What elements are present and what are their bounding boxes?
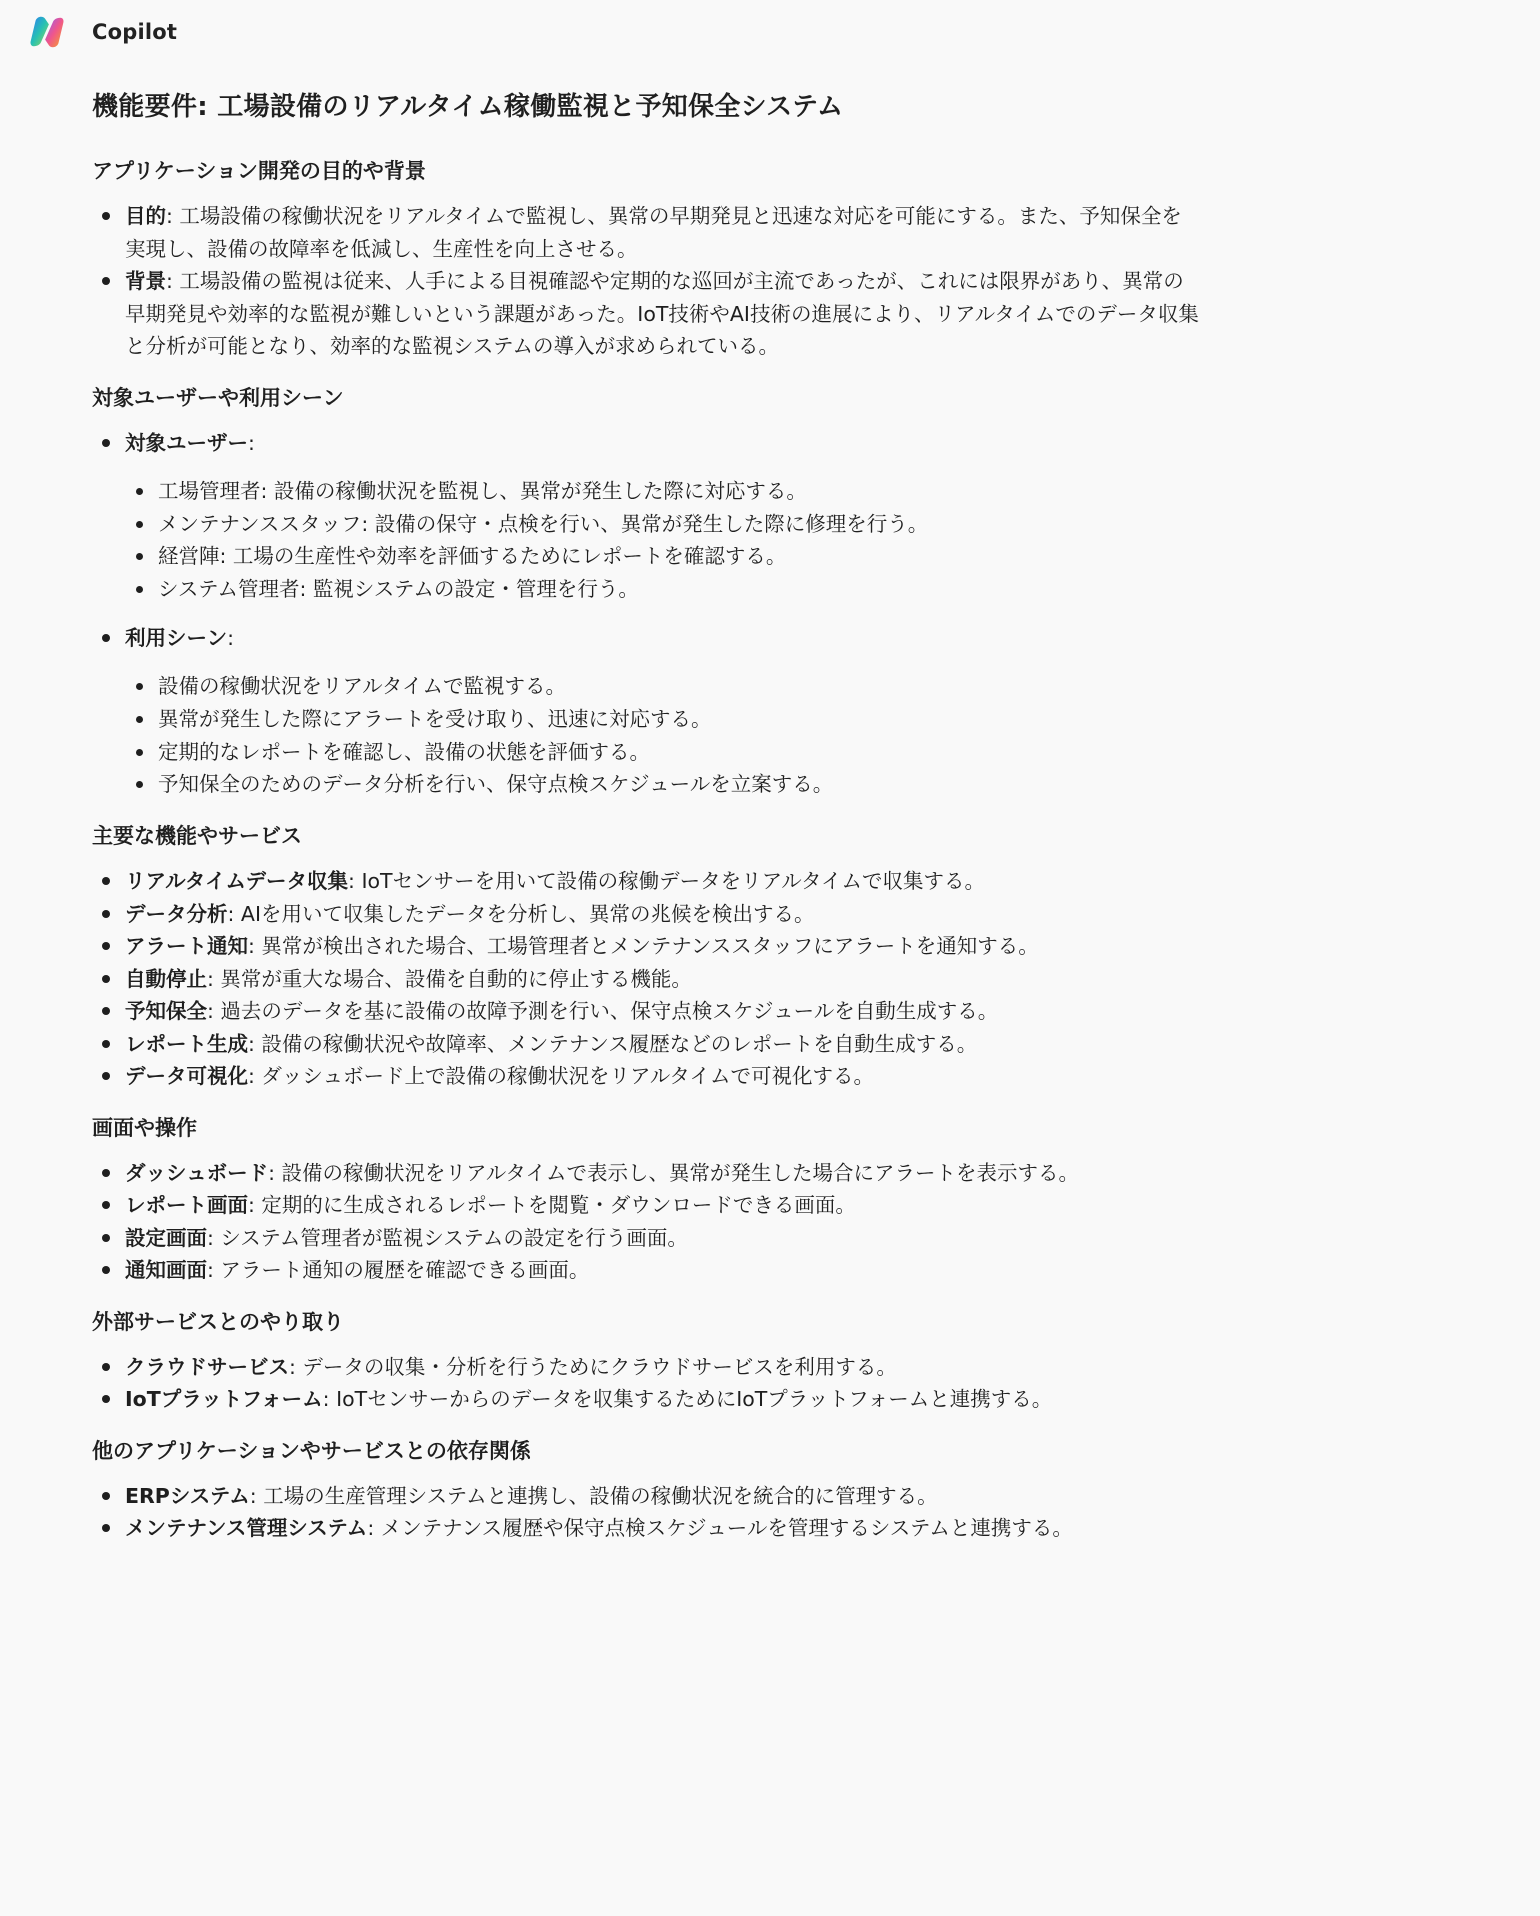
item-text: : 工場の生産管理システムと連携し、設備の稼働状況を統合的に管理する。 bbox=[249, 1483, 938, 1508]
list-item bbox=[92, 963, 1202, 996]
list-item bbox=[92, 1383, 1202, 1416]
item-text: : 過去のデータを基に設備の故障予測を行い、保守点検スケジュールを自動生成する。 bbox=[207, 999, 999, 1024]
item-term: 目的 bbox=[125, 204, 166, 228]
item-term: リアルタイムデータ収集 bbox=[125, 869, 349, 894]
section-heading: 対象ユーザーや利用シーン bbox=[92, 385, 344, 410]
list-item bbox=[92, 930, 1202, 963]
item-text: : bbox=[227, 625, 235, 650]
item-term: 自動停止 bbox=[125, 966, 207, 991]
sub-list-item: 工場管理者: 設備の稼働状況を監視し、異常が発生した際に対応する。 bbox=[125, 475, 1202, 508]
copilot-logo-icon bbox=[28, 13, 66, 51]
bullet-list bbox=[92, 865, 1202, 1093]
item-term: データ分析 bbox=[125, 901, 228, 926]
item-text: : 工場設備の監視は従来、人手による目視確認や定期的な巡回が主流であったが、これには限界があり、異常の早期発見や効率的な監視が難しいという課題があった。IoT技術やAI技術の進展により、リアルタイムでのデータ収集と分析が可能となり、効率的な監視システムの導入が求められている。 bbox=[125, 269, 1199, 358]
app-name: Copilot bbox=[92, 20, 178, 44]
item-term: 利用シーン bbox=[125, 625, 228, 650]
app-header bbox=[0, 0, 1260, 64]
item-term: 予知保全 bbox=[125, 999, 207, 1024]
item-text: : IoTセンサーを用いて設備の稼働データをリアルタイムで収集する。 bbox=[348, 869, 986, 894]
sub-list-item: 経営陣: 工場の生産性や効率を評価するためにレポートを確認する。 bbox=[125, 540, 1202, 573]
section-heading: 外部サービスとのやり取り bbox=[92, 1309, 344, 1334]
list-item bbox=[92, 1157, 1202, 1190]
item-term: データ可視化 bbox=[125, 1064, 248, 1089]
sub-bullet-list bbox=[125, 670, 1202, 801]
list-item bbox=[92, 865, 1202, 898]
sub-bullet-list bbox=[125, 475, 1202, 606]
response-content bbox=[92, 88, 1202, 1565]
item-term: 設定画面 bbox=[125, 1225, 207, 1250]
sub-list-item: メンテナンススタッフ: 設備の保守・点検を行い、異常が発生した際に修理を行う。 bbox=[125, 508, 1202, 541]
item-text: : データの収集・分析を行うためにクラウドサービスを利用する。 bbox=[289, 1354, 897, 1379]
item-text: : メンテナンス履歴や保守点検スケジュールを管理するシステムと連携する。 bbox=[367, 1516, 1073, 1541]
item-text: : bbox=[248, 430, 255, 455]
item-text: : システム管理者が監視システムの設定を行う画面。 bbox=[207, 1225, 688, 1250]
list-item bbox=[92, 1480, 1202, 1513]
item-term: レポート生成 bbox=[125, 1031, 248, 1056]
bullet-list bbox=[92, 1157, 1202, 1287]
bullet-list bbox=[92, 1351, 1202, 1416]
list-item bbox=[92, 1028, 1202, 1061]
list-item bbox=[92, 427, 1202, 606]
list-item bbox=[92, 265, 1202, 363]
bullet-list bbox=[92, 200, 1202, 363]
item-term: クラウドサービス bbox=[125, 1354, 289, 1379]
item-text: : ダッシュボード上で設備の稼働状況をリアルタイムで可視化する。 bbox=[248, 1064, 874, 1089]
bullet-list bbox=[92, 427, 1202, 802]
section-heading: 主要な機能やサービス bbox=[92, 824, 302, 849]
item-term: IoTプラットフォーム bbox=[125, 1387, 323, 1412]
bullet-list bbox=[92, 1480, 1202, 1545]
list-item bbox=[92, 200, 1202, 265]
item-text: : AIを用いて収集したデータを分析し、異常の兆候を検出する。 bbox=[227, 901, 815, 926]
list-item bbox=[92, 1512, 1202, 1545]
item-term: アラート通知 bbox=[125, 934, 248, 959]
section-heading: 他のアプリケーションやサービスとの依存関係 bbox=[92, 1438, 531, 1463]
sub-list-item: 設備の稼働状況をリアルタイムで監視する。 bbox=[125, 670, 1202, 703]
item-text: : アラート通知の履歴を確認できる画面。 bbox=[207, 1258, 590, 1283]
item-term: メンテナンス管理システム bbox=[125, 1516, 368, 1541]
item-text: : 設備の稼働状況や故障率、メンテナンス履歴などのレポートを自動生成する。 bbox=[248, 1031, 978, 1056]
item-term: ダッシュボード bbox=[125, 1160, 269, 1185]
item-text: : 工場設備の稼働状況をリアルタイムで監視し、異常の早期発見と迅速な対応を可能にする。また、予知保全を実現し、設備の故障率を低減し、生産性を向上させる。 bbox=[125, 204, 1182, 261]
document-title: 機能要件: 工場設備のリアルタイム稼働監視と予知保全システム bbox=[92, 92, 844, 122]
item-term: 背景 bbox=[125, 269, 166, 293]
list-item bbox=[92, 1254, 1202, 1287]
item-text: : 定期的に生成されるレポートを閲覧・ダウンロードできる画面。 bbox=[248, 1193, 856, 1218]
list-item bbox=[92, 1189, 1202, 1222]
item-text: : IoTセンサーからのデータを収集するためにIoTプラットフォームと連携する。 bbox=[322, 1387, 1053, 1412]
list-item bbox=[92, 1060, 1202, 1093]
section-heading: アプリケーション開発の目的や背景 bbox=[92, 159, 426, 183]
list-item bbox=[92, 1351, 1202, 1384]
item-text: : 異常が重大な場合、設備を自動的に停止する機能。 bbox=[207, 966, 692, 991]
item-text: : 設備の稼働状況をリアルタイムで表示し、異常が発生した場合にアラートを表示する。 bbox=[268, 1160, 1079, 1185]
list-item bbox=[92, 1222, 1202, 1255]
sub-list-item: 定期的なレポートを確認し、設備の状態を評価する。 bbox=[125, 736, 1202, 769]
sub-list-item: 予知保全のためのデータ分析を行い、保守点検スケジュールを立案する。 bbox=[125, 768, 1202, 801]
sub-list-item: システム管理者: 監視システムの設定・管理を行う。 bbox=[125, 573, 1202, 606]
item-term: ERPシステム bbox=[125, 1483, 250, 1508]
item-text: : 異常が検出された場合、工場管理者とメンテナンススタッフにアラートを通知する。 bbox=[248, 934, 1039, 959]
item-term: レポート画面 bbox=[125, 1193, 248, 1218]
sub-list-item: 異常が発生した際にアラートを受け取り、迅速に対応する。 bbox=[125, 703, 1202, 736]
sections-container bbox=[92, 156, 1202, 1545]
section-heading: 画面や操作 bbox=[92, 1115, 197, 1140]
list-item bbox=[92, 898, 1202, 931]
item-term: 通知画面 bbox=[125, 1258, 207, 1283]
list-item bbox=[92, 622, 1202, 801]
item-term: 対象ユーザー bbox=[125, 430, 248, 455]
list-item bbox=[92, 995, 1202, 1028]
